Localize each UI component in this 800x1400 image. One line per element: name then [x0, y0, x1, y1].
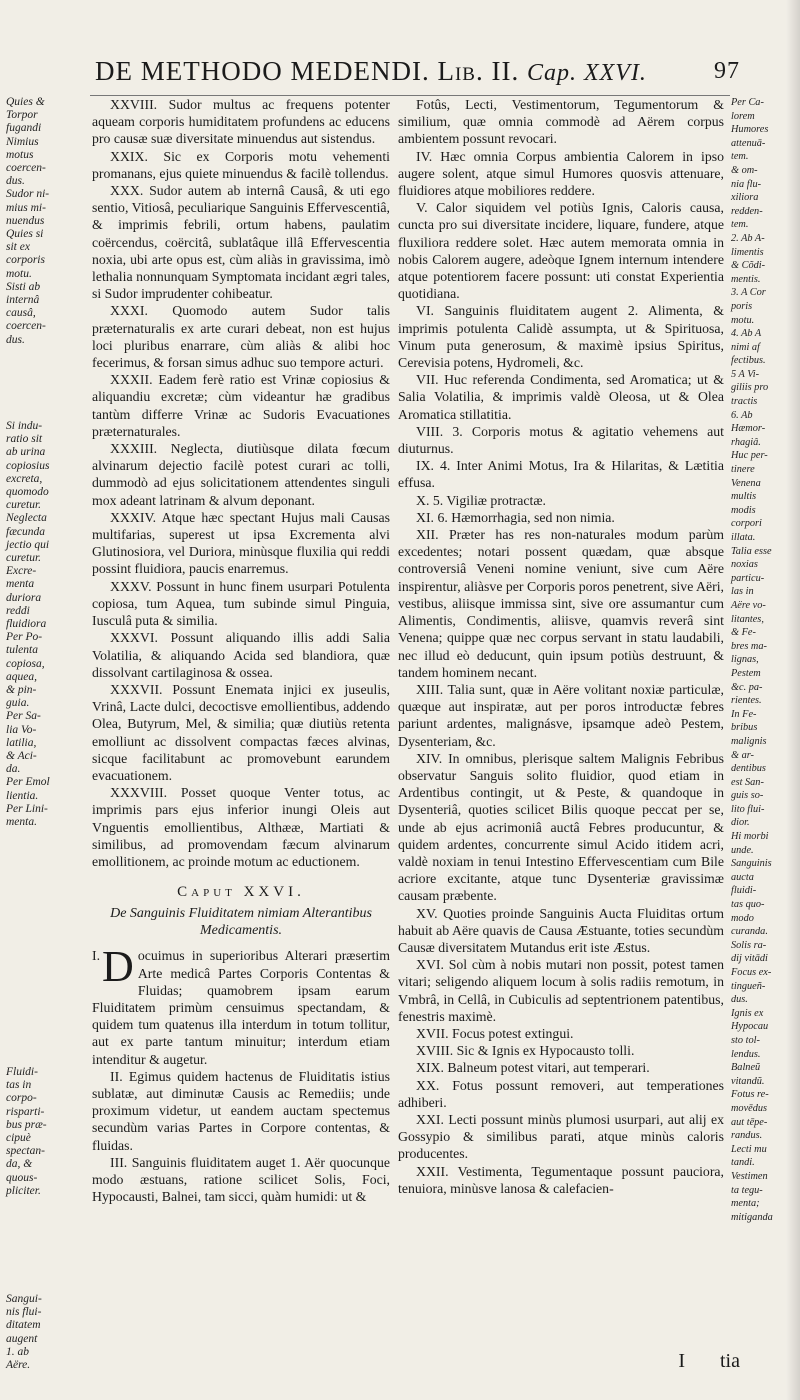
- left-column: [92, 96, 390, 1205]
- margin-note-line: corpo-: [6, 1092, 37, 1105]
- left-margin-note-1: [6, 96, 84, 347]
- margin-note-line: menta: [6, 578, 35, 591]
- catchword: tia: [720, 1350, 740, 1372]
- margin-note-line: lorem: [731, 110, 755, 122]
- margin-note-line: excreta,: [6, 472, 43, 485]
- margin-note-line: movēdus: [731, 1102, 768, 1114]
- margin-note-line: corpori: [731, 518, 762, 530]
- margin-note-line: spectan-: [6, 1145, 45, 1158]
- paragraph: XXXIV. Atque hæc spectant Hujus mali Causas multifarias, superest ut ipsa Excrementa alvi Glutinosiora, vel Duriora, minùsque fluxilia qui reddi possint fluidiora, paucis enarremus.: [92, 509, 390, 577]
- paragraph-I-text: ocuimus in superioribus Alterari præsertim Arte medicâ Partes Corporis Contentas & Fluidas; quamobrem ipsam earum Fluiditatem primùm censuimus spectandam, & quidem tum quatenus illa interdum in totum tollitur, aut ex parte tantum minuitur; interdum etiam intenditur & augetur.: [92, 948, 390, 1067]
- margin-note-line: Aëre.: [6, 1359, 31, 1372]
- margin-note-line: Per Emol: [6, 776, 50, 789]
- margin-note-line: Quies si: [6, 228, 44, 241]
- margin-note-line: Neglecta: [6, 512, 47, 525]
- page-fold-shadow: [786, 0, 800, 1400]
- margin-note-line: mitiganda: [731, 1211, 773, 1223]
- margin-note-line: rientes.: [731, 695, 762, 707]
- margin-note-line: illata.: [731, 532, 756, 543]
- margin-note-line: Sudor ni-: [6, 188, 50, 201]
- margin-note-line: vitandũ.: [731, 1075, 765, 1087]
- paragraph: XI. 6. Hæmorrhagia, sed non nimia.: [416, 509, 615, 525]
- margin-note-line: Sisti ab: [6, 280, 41, 293]
- right-column: [398, 96, 724, 1197]
- page-number: 97: [714, 58, 740, 84]
- paragraph: XV. Quoties proinde Sanguinis Aucta Fluiditas ortum habuit ab Aëre quavis de Causa Æstuante, toties secundùm Causæ diversitatem Mutandus erit iste Æstus.: [398, 905, 724, 955]
- paragraph: XX. Fotus possunt removeri, aut temperationes adhiberi.: [398, 1077, 724, 1110]
- chapter-number: Cap. XXVI.: [526, 60, 647, 86]
- margin-note-line: nimi af: [731, 341, 760, 353]
- right-paragraphs: [398, 96, 724, 1197]
- margin-note-line: Humores: [731, 124, 769, 136]
- margin-note-line: quous-: [6, 1171, 38, 1184]
- margin-note-line: reddi: [6, 604, 30, 617]
- paragraph: XIX. Balneum potest vitari, aut temperari.: [416, 1060, 650, 1076]
- left-margin-note-2: [6, 420, 84, 829]
- margin-note-line: lia Vo-: [6, 723, 37, 736]
- margin-note-line: mentis.: [731, 273, 761, 285]
- margin-note-line: Sangui-: [6, 1293, 42, 1305]
- margin-note-line: & ar-: [731, 749, 754, 761]
- paragraph: XVI. Sol cùm à nobis mutari non possit, potest tamen vitari; seligendo aliquem locum à solis radiis remotum, in Vmbrâ, in Cellâ, in Cubiculis ad septentrionem patentibus, fenestris maximè.: [398, 957, 724, 1024]
- left-margin-note-3: [6, 1066, 84, 1198]
- margin-note-line: bribus: [731, 722, 758, 734]
- margin-note-line: Torpor: [6, 109, 38, 122]
- margin-note-line: attenuā-: [731, 137, 766, 149]
- margin-note-line: curetur.: [6, 499, 42, 512]
- paragraph: XXXVI. Possunt aliquando illis addi Salia Volatilia, & aliquando Acida sed blandiora, quæ dissolvant cartilaginosa & ossea.: [92, 630, 390, 680]
- margin-note-line: Si indu-: [6, 420, 43, 432]
- margin-note-line: fectibus.: [731, 355, 766, 367]
- paragraph: XXXVIII. Posset quoque Venter totus, ac imprimis pars ejus inferior inungi Oleis aut Vnguentis emollientibus, Althææ, Martiati & similibus, ad promovendam fæcum alvinarum emollitionem, ac proinde motum ac eductionem.: [92, 785, 390, 869]
- margin-note-line: 4. Ab A: [731, 328, 762, 340]
- margin-note-line: sit ex: [6, 241, 30, 254]
- margin-note-line: copiosa,: [6, 657, 45, 670]
- margin-note-line: nis flui-: [6, 1306, 42, 1319]
- paragraph: Fotûs, Lecti, Vestimentorum, Tegumentorum & similium, quæ omnia commodè ad Aërem corpus ambientem possunt revocari.: [398, 97, 724, 147]
- right-margin-notes: [731, 96, 793, 1224]
- paragraph: XXXII. Eadem ferè ratio est Vrinæ copiosius & aliquandiu excretæ; cùm videantur hæ gradibus tantùm differre Vrinæ ac Sudoris Evacuationes præternaturales.: [92, 372, 390, 439]
- page-footer: [678, 1350, 740, 1373]
- margin-note-line: dus.: [6, 175, 25, 188]
- margin-note-line: dus.: [6, 333, 25, 346]
- margin-note-line: da, &: [6, 1158, 33, 1171]
- margin-note-line: Talia esse: [731, 545, 772, 557]
- margin-note-line: menta.: [6, 816, 37, 829]
- margin-note-line: &c. pa-: [731, 681, 763, 693]
- margin-note-line: lientia.: [6, 789, 39, 802]
- margin-note-line: Aëre vo-: [731, 599, 766, 611]
- chapter-heading: Caput XXVI.: [177, 884, 305, 901]
- margin-note-line: dior.: [731, 817, 750, 829]
- margin-note-line: litantes,: [731, 613, 764, 625]
- margin-note-line: 5 A Vi-: [731, 368, 760, 380]
- margin-note-line: bus præ-: [6, 1118, 47, 1131]
- margin-note-line: rhagiâ.: [731, 436, 761, 448]
- paragraph-I: [92, 942, 390, 1067]
- paragraph: X. 5. Vigiliæ protractæ.: [416, 492, 546, 508]
- margin-note-line: coercen-: [6, 162, 46, 175]
- margin-note-line: tas in: [6, 1079, 32, 1092]
- margin-note-line: Venena: [731, 477, 761, 489]
- margin-note-line: dentibus: [731, 763, 766, 775]
- paragraph: XVII. Focus potest extingui.: [416, 1025, 574, 1041]
- margin-note-line: In Fe-: [731, 708, 757, 720]
- margin-note-line: malignis: [731, 735, 767, 747]
- paragraph: XXIX. Sic ex Corporis motu vehementi promanans, ejus quiete minuendus & facilè tollendus.: [92, 148, 390, 181]
- margin-note-line: fluidi-: [731, 885, 757, 897]
- margin-note-line: Balneũ: [731, 1062, 761, 1074]
- margin-note-line: randus.: [731, 1130, 763, 1142]
- paragraph: XXXVII. Possunt Enemata injici ex juseulis, Vrinâ, Lacte dulci, decoctisve emollientibus, addendo Olea, Butyrum, Mel, & similia; quæ diutiùs retenta emolliunt ac dissolvent compactas fæces alvinas, sicque facilitabunt ac promovebunt earundem evacuationem.: [92, 681, 390, 783]
- margin-note-line: 3. A Cor: [731, 287, 766, 299]
- margin-note-line: copiosius: [6, 459, 50, 472]
- margin-note-line: motu.: [731, 314, 755, 326]
- paragraph-I-numeral: I.: [92, 948, 101, 964]
- margin-note-line: redden-: [731, 205, 763, 217]
- margin-note-line: augent: [6, 1332, 38, 1345]
- margin-note-line: modo: [731, 912, 754, 924]
- margin-note-line: Fluidi-: [6, 1066, 38, 1078]
- margin-note-line: aquea,: [6, 670, 37, 683]
- margin-note-line: fæcunda: [6, 525, 45, 538]
- left-margin-note-4: [6, 1293, 84, 1372]
- margin-note-line: corporis: [6, 254, 45, 267]
- margin-note-line: 2. Ab A-: [731, 232, 765, 244]
- margin-note-line: guis so-: [731, 790, 764, 802]
- margin-note-line: curanda.: [731, 926, 768, 938]
- margin-note-line: ditatem: [6, 1319, 41, 1332]
- margin-note-line: Focus ex-: [731, 967, 772, 978]
- margin-note-line: modis: [731, 504, 756, 516]
- margin-note-line: Pestem: [731, 667, 761, 679]
- signature-mark: I: [678, 1350, 685, 1372]
- margin-note-line: risparti-: [6, 1105, 45, 1118]
- margin-note-line: 6. Ab: [731, 409, 753, 421]
- margin-note-line: Fotus re-: [731, 1089, 769, 1101]
- margin-note-line: & Cõdi-: [731, 260, 766, 272]
- margin-note-line: Per Lini-: [6, 802, 48, 815]
- margin-note-line: 1. ab: [6, 1345, 29, 1358]
- margin-note-line: ta tegu-: [731, 1184, 763, 1196]
- left-paragraphs-2: [92, 1068, 390, 1206]
- margin-note-line: tandi.: [731, 1157, 755, 1169]
- margin-note-line: dus.: [731, 994, 748, 1006]
- margin-note-line: mius mi-: [6, 201, 46, 214]
- margin-note-line: nia flu-: [731, 178, 762, 190]
- margin-note-line: lito flui-: [731, 803, 765, 815]
- paragraph: XXXI. Quomodo autem Sudor talis præternaturalis ex arte curari debeat, non est hujus loci pluribus enarrare, cùm aliàs & alibi hoc fecerimus, & forsan simus adhuc suo tempore acturi.: [92, 303, 390, 371]
- margin-note-line: quomodo: [6, 486, 49, 499]
- margin-note-line: Per Ca-: [731, 97, 764, 108]
- margin-note-line: aucta: [731, 871, 754, 883]
- margin-note-line: tractis: [731, 396, 758, 408]
- paragraph: XXVIII. Sudor multus ac frequens potenter aqueam corporis humiditatem profundens ac educens pro causæ suæ diversitate minuendus aut sistendus.: [92, 97, 390, 147]
- paragraph: XIII. Talia sunt, quæ in Aëre volitant noxiæ particulæ, quæque aut inspiratæ, aut per poros introductæ febres pariunt ardentes, malignásve, ipsamque adeò Pestem, Dysenteriam, &c.: [398, 681, 724, 749]
- margin-note-line: Per Sa-: [6, 710, 41, 723]
- margin-note-line: latilia,: [6, 736, 37, 749]
- margin-note-line: Huc per-: [731, 450, 768, 462]
- margin-note-line: motus: [6, 148, 34, 161]
- margin-note-line: pliciter.: [6, 1184, 41, 1197]
- paragraph: XXII. Vestimenta, Tegumentaque possunt pauciora, tenuiora, minùsve lanosa & calefacien-: [398, 1163, 724, 1196]
- margin-note-line: Excre-: [6, 565, 37, 578]
- margin-note-line: unde.: [731, 844, 754, 856]
- paragraph: V. Calor siquidem vel potiùs Ignis, Caloris causa, cuncta pro sui diversitate incidere, liquare, fundere, atque fluxiliora reddere solet. Hæc autem memorata omnia in nobis Calorem augere, adeòque Ignem internum intendere atque potentiorem facere possunt: uti constat Experientia quotidiana.: [398, 200, 724, 302]
- margin-note-line: xiliora: [731, 192, 759, 204]
- margin-note-line: tas quo-: [731, 899, 765, 911]
- margin-note-line: est San-: [731, 776, 764, 788]
- margin-note-line: bres ma-: [731, 640, 767, 652]
- paragraph: XXI. Lecti possunt minùs plumosi usurpari, aut alij ex Gossypio & similibus parati, atque minùs caloris producentes.: [398, 1111, 724, 1162]
- paragraph: XIV. In omnibus, plerisque saltem Malignis Febribus observatur Sanguis solito fluidior, quod etiam in Ardentibus contingit, ut & Peste, & quandoque in Dysenteriâ, quoties scilicet Bilis quoque peccat per se, unde ab ejus acrimoniâ auctâ Febres producuntur, & quidem ardentes, concurrente simul Acido itidem acri, valdè noxiam in tenui Intestino Effervescentiam cum Bile acriore excitante, atque tunc Dysenteriæ gravissimæ causam præbente.: [398, 750, 724, 904]
- paragraph: III. Sanguinis fluiditatem auget 1. Aër quocunque modo æstuans, ratione scilicet Solis, Foci, Hypocausti, Balnei, tam sicci, quàm humidi: ut &: [92, 1154, 390, 1205]
- book-number: Lib. II.: [437, 56, 520, 86]
- paragraph: IX. 4. Inter Animi Motus, Ira & Hilaritas, & Lætitia effusa.: [398, 458, 724, 491]
- margin-note-line: Solis ra-: [731, 939, 767, 951]
- margin-note-line: & pin-: [6, 684, 37, 697]
- margin-note-line: sto tol-: [731, 1034, 760, 1046]
- margin-note-line: tulenta: [6, 644, 38, 657]
- margin-note-line: duriora: [6, 591, 42, 604]
- running-title: DE METHODO MEDENDI.: [95, 56, 430, 86]
- margin-note-line: Ignis ex: [731, 1007, 764, 1019]
- margin-note-line: Quies &: [6, 96, 45, 108]
- paragraph: XXX. Sudor autem ab internâ Causâ, & uti ego sentio, Vitiosâ, peculiarique Sanguinis Effervescentiâ, & imprimis febrili, ortum habens, paulatim coërcendus, coërcitâ, sublatâque illâ Effervescentia noxia, ubi arte opus est, cùm aliàs in gravissima, imò lethalia nonnunquam Symptomata incidant ægri tales, si Sudor imprudenter cohibeatur.: [92, 183, 390, 302]
- margin-note-line: cipuè: [6, 1132, 31, 1145]
- paragraph: XXXV. Possunt in hunc finem usurpari Potulenta copiosa, tum Aquea, tum subinde simul Pinguia, Iusculâ puta & similia.: [92, 578, 390, 629]
- margin-note-line: ab urina: [6, 446, 46, 459]
- margin-note-line: aut tēpe-: [731, 1116, 768, 1128]
- margin-note-line: noxias: [731, 559, 758, 571]
- paragraph: XXXIII. Neglecta, diutiùsque dilata fœcum alvinarum dejectio facilè potest curari ac tolli, dummodò ad ejus solicitationem attendentes singuli mox adeant latrinam & alvum deponant.: [92, 441, 390, 508]
- margin-note-line: da.: [6, 763, 21, 776]
- margin-note-line: fugandi: [6, 122, 42, 135]
- margin-note-line: guia.: [6, 697, 30, 710]
- margin-note-line: Lecti mu: [731, 1143, 767, 1155]
- margin-note-line: tingueñ-: [731, 980, 766, 992]
- margin-note-line: Vestimen: [731, 1170, 768, 1182]
- paragraph: VII. Huc referenda Condimenta, sed Aromatica; ut & Salia Volatilia, & imprimis valdè Oleosa, ut & Olea Aromatica stillatitia.: [398, 372, 724, 422]
- margin-note-line: Hæmor-: [731, 423, 766, 435]
- margin-note-line: lignas,: [731, 654, 759, 666]
- margin-note-line: curetur.: [6, 552, 42, 565]
- margin-note-line: Sanguinis: [731, 858, 772, 870]
- margin-note-line: tem.: [731, 219, 749, 231]
- margin-note-line: giliis pro: [731, 382, 769, 394]
- margin-note-line: poris: [731, 300, 753, 312]
- margin-note-line: menta;: [731, 1198, 760, 1210]
- margin-note-line: motu.: [6, 267, 32, 280]
- paragraph: VI. Sanguinis fluiditatem augent 2. Alimenta, & imprimis potulenta Calidè assumpta, ut & Spirituosa, Vinum puta generosum, & maximè ipsius Spiritus, Cerevisia potens, Hydromeli, &c.: [398, 303, 724, 371]
- margin-note-line: nuendus: [6, 214, 45, 227]
- margin-note-line: causâ,: [6, 307, 36, 320]
- running-header: [95, 56, 740, 96]
- paragraph: VIII. 3. Corporis motus & agitatio vehemens aut diuturnus.: [398, 423, 724, 457]
- paragraph: XII. Præter has res non-naturales modum parùm excedentes; notari possent quædam, quæ absque controversiâ Veneni nomine veniunt, sive cum Aëre inspirentur, aliàsve per Corporis poros penetrent, sive Aëri, vestibus, aliisque immissa sint, sive ore assumantur cum Alimentis, Condimentis, aliisve, quamvis reverâ sint Venena; quippe quæ nec corpus servant in statu laudabili, nec illud eò deducunt, quin ipsum potiùs destruunt, & tandem hominem necant.: [398, 527, 724, 680]
- margin-note-line: multis: [731, 491, 757, 503]
- margin-note-line: tinere: [731, 464, 755, 476]
- margin-note-line: lendus.: [731, 1048, 761, 1060]
- margin-note-line: particu-: [731, 572, 765, 584]
- margin-note-line: Hypocau: [731, 1021, 769, 1033]
- chapter-subtitle: De Sanguinis Fluiditatem nimiam Alterantibus Medicamentis.: [110, 906, 372, 939]
- margin-note-line: Hi morbi: [731, 831, 769, 843]
- margin-note-line: limentis: [731, 246, 764, 258]
- drop-cap: D: [102, 942, 134, 992]
- margin-note-line: tem.: [731, 151, 749, 163]
- margin-note-line: jectio qui: [6, 538, 50, 551]
- margin-note-line: internâ: [6, 294, 40, 307]
- paragraph: II. Egimus quidem hactenus de Fluiditatis istius sublatæ, aut diminutæ Causis ac Remediis; unde proximum videtur, ut eandem auctam spectemus secundùm varias Partes in Corpore contentas, & fluidas.: [92, 1068, 390, 1153]
- margin-note-line: ratio sit: [6, 433, 43, 446]
- paragraph: IV. Hæc omnia Corpus ambientia Calorem in ipso augere solent, atque simul Humores quosvis attenuare, fluidiores atque mobiliores reddere.: [398, 148, 724, 199]
- margin-note-line: coercen-: [6, 320, 46, 333]
- margin-note-line: Per Po-: [6, 631, 43, 644]
- margin-note-line: Nimius: [6, 135, 39, 148]
- margin-note-line: & Fe-: [731, 627, 756, 639]
- margin-note-line: fluidiora: [6, 618, 47, 631]
- margin-note-line: dij vitādi: [731, 953, 768, 965]
- margin-note-line: las in: [731, 586, 754, 598]
- paragraph: XVIII. Sic & Ignis ex Hypocausto tolli.: [416, 1043, 635, 1059]
- margin-note-line: & Aci-: [6, 750, 37, 763]
- margin-note-line: & om-: [731, 164, 758, 176]
- left-paragraphs: [92, 96, 390, 870]
